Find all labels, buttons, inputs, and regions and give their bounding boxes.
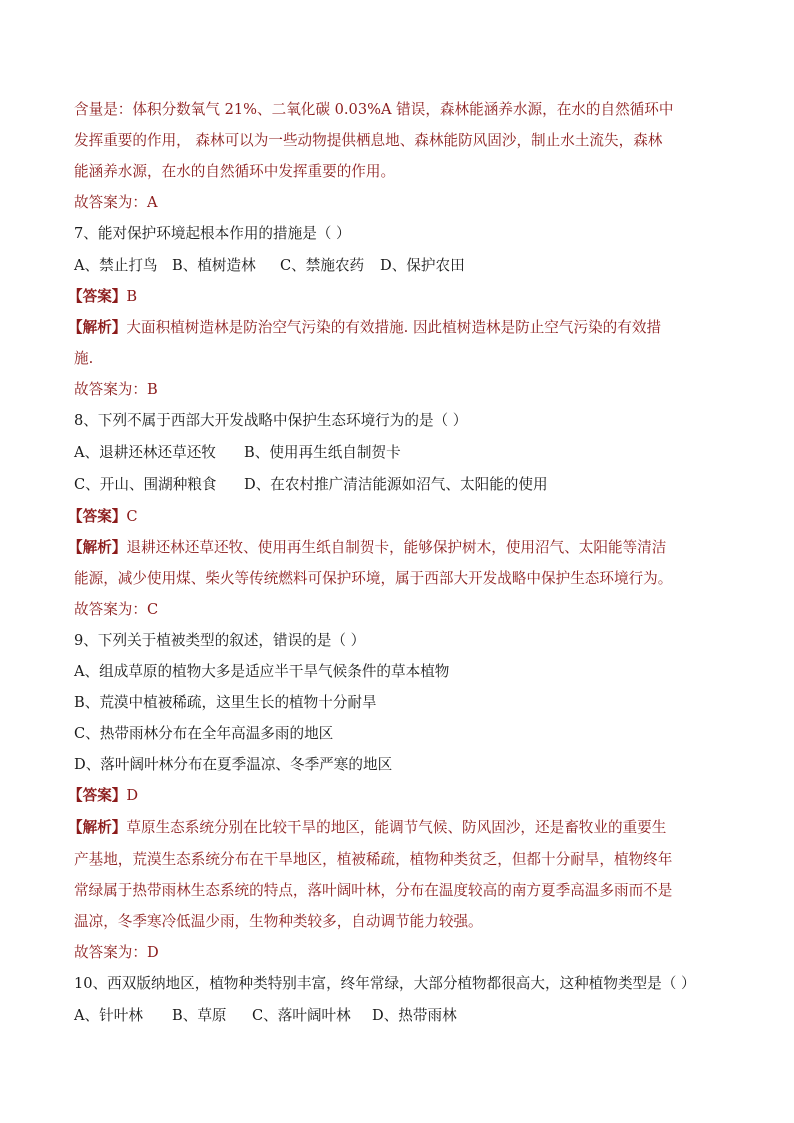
option-d: D、在农村推广清洁能源如沼气、太阳能的使用 <box>244 476 548 493</box>
option-d: D、热带雨林 <box>372 1007 457 1024</box>
answer-tag: 【答案】 <box>68 787 127 804</box>
option-c: C、开山、围湖种粮食 <box>74 476 217 493</box>
option-d: D、保护农田 <box>380 257 465 274</box>
analysis-q8-line-2: 能源，减少使用煤、柴火等传统燃料可保护环境，属于西部大开发战略中保护生态环境行为。 <box>74 570 673 587</box>
question-8-options-row-1 <box>74 443 401 463</box>
option-b: B、使用再生纸自制贺卡 <box>244 444 401 461</box>
question-7-stem: 7、能对保护环境起根本作用的措施是（ ） <box>74 225 351 242</box>
option-a: A、组成草原的植物大多是适应半干旱气候条件的草本植物 <box>74 663 450 680</box>
analysis-q9-line-1: 【解析】草原生态系统分别在比较干旱的地区，能调节气候、防风固沙，还是畜牧业的重要生 <box>68 819 667 836</box>
option-b: B、草原 <box>172 1007 227 1024</box>
option-a: A、禁止打鸟 <box>74 257 158 274</box>
question-9-stem: 9、下列关于植被类型的叙述，错误的是（ ） <box>74 632 366 649</box>
final-answer-q8: 故答案为：C <box>74 601 159 618</box>
answer-q8 <box>68 507 138 527</box>
analysis-q7-line-2: 施. <box>74 350 94 367</box>
question-10-options <box>74 1006 457 1026</box>
final-answer-q6: 故答案为：A <box>74 194 158 211</box>
answer-q9 <box>68 786 138 806</box>
analysis-tag: 【解析】 <box>68 819 127 836</box>
option-a: A、退耕还林还草还牧 <box>74 444 216 461</box>
final-answer-q7: 故答案为：B <box>74 381 158 398</box>
analysis-continuation-line-1: 含量是：体积分数氧气 21%、二氧化碳 0.03%A 错误，森林能涵养水源，在水的自然循环中 <box>74 101 674 118</box>
analysis-continuation-line-2: 发挥重要的作用， 森林可以为一些动物提供栖息地、森林能防风固沙，制止水土流失，森林 <box>74 132 663 149</box>
final-answer-q9: 故答案为：D <box>74 944 159 961</box>
option-c: C、落叶阔叶林 <box>252 1007 351 1024</box>
question-8-options-row-2 <box>74 475 548 495</box>
question-7-options <box>74 256 465 276</box>
option-d: D、落叶阔叶林分布在夏季温凉、冬季严寒的地区 <box>74 756 393 773</box>
analysis-tag: 【解析】 <box>68 539 127 556</box>
analysis-q8-line-1: 【解析】退耕还林还草还牧、使用再生纸自制贺卡，能够保护树木，使用沼气、太阳能等清洁 <box>68 539 667 556</box>
question-8-stem: 8、下列不属于西部大开发战略中保护生态环境行为的是（ ） <box>74 412 468 429</box>
analysis-q9-line-2: 产基地，荒漠生态系统分布在干旱地区，植被稀疏，植物种类贫乏，但都十分耐旱，植物终年 <box>74 851 673 868</box>
answer-q7 <box>68 287 137 307</box>
analysis-tag: 【解析】 <box>68 319 127 336</box>
question-10-stem: 10、西双版纳地区，植物种类特别丰富，终年常绿，大部分植物都很高大，这种植物类型是（ ） <box>74 975 696 992</box>
analysis-q9-line-4: 温凉，冬季寒冷低温少雨，生物种类较多，自动调节能力较强。 <box>74 913 483 930</box>
option-c: C、禁施农药 <box>280 257 365 274</box>
option-a: A、针叶林 <box>74 1007 143 1024</box>
answer-tag: 【答案】 <box>68 508 127 525</box>
analysis-continuation-line-3: 能涵养水源，在水的自然循环中发挥重要的作用。 <box>74 163 396 180</box>
option-b: B、荒漠中植被稀疏，这里生长的植物十分耐旱 <box>74 694 377 711</box>
option-b: B、植树造林 <box>172 257 256 274</box>
option-c: C、热带雨林分布在全年高温多雨的地区 <box>74 725 334 742</box>
analysis-q7-line-1: 【解析】大面积植树造林是防治空气污染的有效措施. 因此植树造林是防止空气污染的有效措 <box>68 319 662 336</box>
answer-value: D <box>126 787 139 804</box>
analysis-q9-line-3: 常绿属于热带雨林生态系统的特点，落叶阔叶林，分布在温度较高的南方夏季高温多雨而不是 <box>74 882 673 899</box>
answer-value: C <box>126 508 138 525</box>
answer-tag: 【答案】 <box>68 288 127 305</box>
answer-value: B <box>126 288 138 305</box>
